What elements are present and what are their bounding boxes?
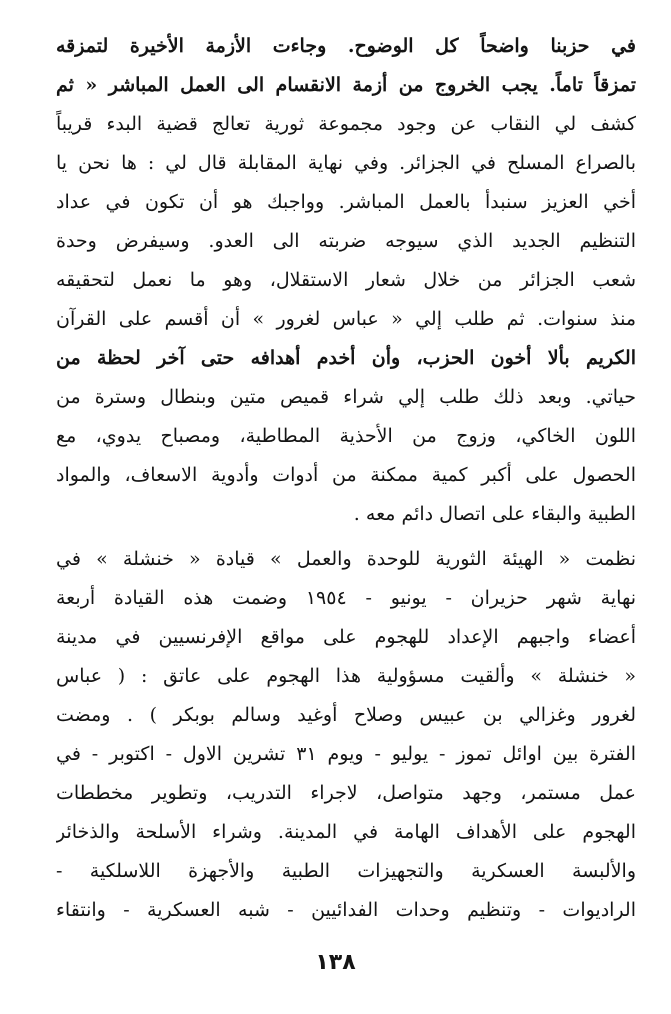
paragraph-line: التنظيم الجديد الذي سيوجه ضربته الى العدو. وسيفرض وحدة (56, 230, 636, 252)
paragraph-2 (56, 540, 636, 930)
paragraph-line: منذ سنوات. ثم طلب إلي « عباس لغرور » أن أقسم على القرآن (56, 308, 636, 330)
paragraph-line: الهجوم على الأهداف الهامة في المدينة. وشراء الأسلحة والذخائر (56, 821, 636, 843)
paragraph-line: الكريم بألا أخون الحزب، وأن أخدم أهدافه حتى آخر لحظة من (56, 347, 636, 369)
paragraph-line: عمل مستمر، وجهد متواصل، لاجراء التدريب، وتطوير مخططات (56, 782, 636, 804)
paragraph-line: الحصول على أكبر كمية ممكنة من أدوات وأدوية الاسعاف، والمواد (56, 464, 636, 486)
paragraph-line: « خنشلة » وألقيت مسؤولية هذا الهجوم على عاتق : ( عباس (56, 665, 636, 687)
paragraph-line: الفترة بين اوائل تموز - يوليو - ويوم ٣١ تشرين الاول - اكتوبر - في (56, 743, 636, 765)
paragraph-line: والألبسة العسكرية والتجهيزات الطبية والأجهزة اللاسلكية - (56, 860, 636, 882)
paragraph-line: الراديوات - وتنظيم وحدات الفدائيين - شبه العسكرية - وانتقاء (56, 899, 636, 921)
paragraph-1 (56, 27, 636, 534)
page-number: ١٣٨ (315, 950, 356, 975)
paragraph-line: نظمت « الهيئة الثورية للوحدة والعمل » قيادة « خنشلة » في (56, 548, 636, 570)
paragraph-line: نهاية شهر حزيران - يونيو - ١٩٥٤ وضمت هذه القيادة أربعة (56, 587, 636, 609)
paragraph-line: شعب الجزائر من خلال شعار الاستقلال، وهو ما نعمل لتحقيقه (56, 269, 636, 291)
paragraph-line: تمزقاً تاماً. يجب الخروج من أزمة الانقسام الى العمل المباشر « ثم (56, 74, 636, 96)
paragraph-line: في حزبنا واضحاً كل الوضوح. وجاءت الأزمة الأخيرة لتمزقه (56, 35, 636, 57)
paragraph-line: بالصراع المسلح في الجزائر. وفي نهاية المقابلة قال لي : ها نحن يا (56, 152, 636, 174)
paragraph-line: لغرور وغزالي بن عبيس وصلاح أوغيد وسالم بوبكر ) . ومضت (56, 704, 636, 726)
paragraph-line: حياتي. وبعد ذلك طلب إلي شراء قميص متين وبنطال وسترة من (56, 386, 636, 408)
paragraph-line: الطبية والبقاء على اتصال دائم معه . (353, 503, 636, 525)
paragraph-line: أعضاء واجبهم الإعداد للهجوم على مواقع الإفرنسيين في مدينة (56, 626, 636, 648)
paragraph-line: اللون الخاكي، وزوج من الأحذية المطاطية، ومصباح يدوي، مع (56, 425, 636, 447)
paragraph-line: أخي العزيز سنبدأ بالعمل المباشر. وواجبك هو أن تكون في عداد (56, 191, 636, 213)
paragraph-line: كشف لي النقاب عن وجود مجموعة ثورية تعالج قضية البدء قريباً (56, 113, 636, 135)
